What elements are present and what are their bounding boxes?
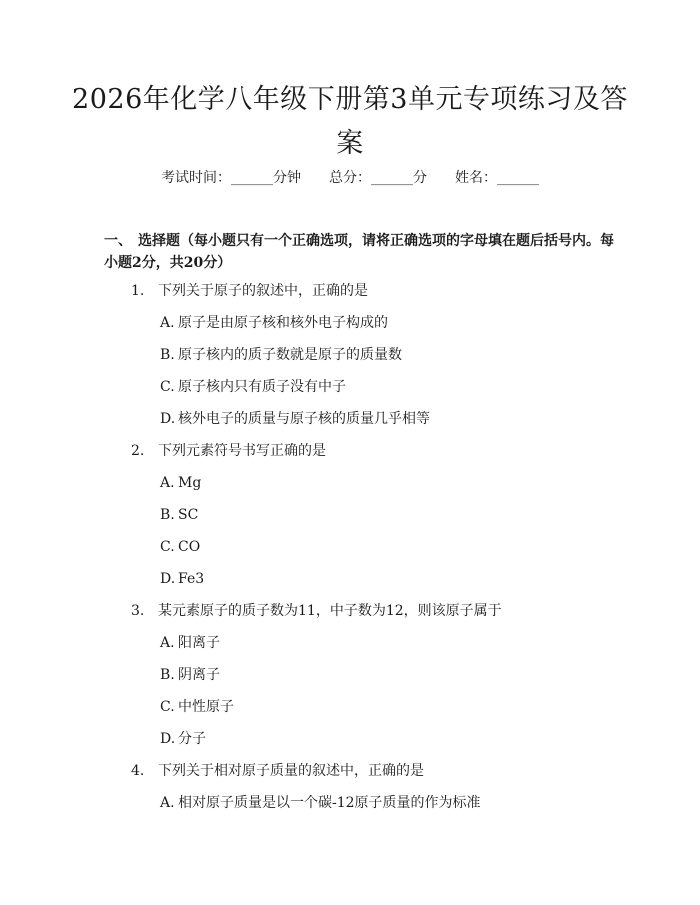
option-letter: D. (160, 411, 176, 427)
question-number: 4. (131, 763, 145, 779)
option-a (160, 313, 388, 333)
section-heading (104, 230, 624, 274)
option-b (160, 505, 198, 525)
option-letter: C. (160, 699, 175, 715)
question-stem (131, 441, 326, 461)
option-text: 原子核内的质子数就是原子的质量数 (178, 347, 402, 363)
question-text: 下列元素符号书写正确的是 (158, 443, 326, 459)
total-score-field: 总分：______分 (329, 170, 427, 186)
option-letter: C. (160, 539, 175, 555)
option-letter: D. (160, 731, 176, 747)
option-d (160, 729, 206, 749)
option-c (160, 377, 346, 397)
option-text: 相对原子质量是以一个碳-12原子质量的作为标准 (178, 795, 481, 811)
option-c (160, 697, 234, 717)
document-title: 2026年化学八年级下册第3单元专项练习及答案 (72, 84, 628, 159)
option-text: 中性原子 (178, 699, 234, 715)
option-b (160, 665, 220, 685)
section-number: 一、 (104, 233, 132, 249)
question-stem (131, 761, 424, 781)
option-text: CO (178, 539, 201, 555)
option-letter: D. (160, 571, 176, 587)
exam-time-field: 考试时间：______分钟 (161, 170, 301, 186)
option-text: 阳离子 (178, 635, 220, 651)
question-stem (131, 281, 368, 301)
option-text: 核外电子的质量与原子核的质量几乎相等 (178, 411, 430, 427)
option-text: Mg (178, 475, 202, 491)
option-letter: A. (160, 795, 175, 811)
question-number: 2. (131, 443, 145, 459)
option-d (160, 409, 430, 429)
option-letter: B. (160, 347, 175, 363)
option-a (160, 793, 481, 813)
question-stem (131, 601, 502, 621)
question-text: 下列关于原子的叙述中，正确的是 (158, 283, 368, 299)
option-letter: A. (160, 315, 175, 331)
option-text: 原子是由原子核和核外电子构成的 (178, 315, 388, 331)
option-text: 分子 (178, 731, 206, 747)
option-letter: A. (160, 475, 175, 491)
section-instructions: 选择题（每小题只有一个正确选项，请将正确选项的字母填在题后括号内。每小题2分，共20分） (104, 233, 614, 271)
option-c (160, 537, 200, 557)
option-letter: C. (160, 379, 175, 395)
exam-info-row (0, 168, 700, 188)
option-b (160, 345, 402, 365)
option-text: 原子核内只有质子没有中子 (178, 379, 346, 395)
name-field: 姓名：______ (455, 170, 539, 186)
option-d (160, 569, 204, 589)
question-number: 1. (131, 283, 145, 299)
option-letter: B. (160, 667, 175, 683)
question-text: 某元素原子的质子数为11，中子数为12，则该原子属于 (158, 603, 502, 619)
option-text: SC (178, 507, 199, 523)
option-letter: A. (160, 635, 175, 651)
option-a (160, 633, 220, 653)
option-text: Fe3 (178, 571, 205, 587)
option-text: 阴离子 (178, 667, 220, 683)
question-text: 下列关于相对原子质量的叙述中，正确的是 (158, 763, 424, 779)
option-a (160, 473, 201, 493)
question-number: 3. (131, 603, 145, 619)
option-letter: B. (160, 507, 175, 523)
